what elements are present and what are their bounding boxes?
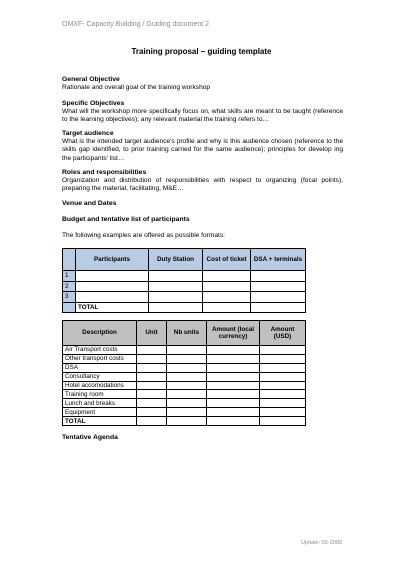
table-cell [260, 381, 306, 390]
table-cell [137, 399, 167, 408]
table-cell [137, 417, 167, 426]
budget-intro-text: The following examples are offered as possible formats: [62, 232, 225, 239]
table-cell [149, 281, 203, 292]
table-row [63, 408, 306, 417]
target-audience-section [62, 130, 343, 163]
table-row [63, 390, 306, 399]
table-row [63, 271, 306, 282]
table-cell [167, 408, 207, 417]
table-row [63, 372, 306, 381]
table-total-row [63, 417, 306, 426]
table-cell [167, 381, 207, 390]
target-audience-heading: Target audience [62, 130, 114, 137]
table-cell [63, 302, 76, 313]
table-cell [260, 390, 306, 399]
table-cell [167, 417, 207, 426]
budget-table-header-row [63, 321, 306, 346]
table-cell [149, 302, 203, 313]
table-cell: 3 [63, 292, 76, 303]
roles-heading: Roles and responsibilities [62, 169, 147, 176]
table-row [63, 381, 306, 390]
participants-header-cell: Participants [76, 249, 149, 271]
table-cell: 2 [63, 281, 76, 292]
table-row [63, 354, 306, 363]
venue-section [62, 200, 343, 208]
table-cell [251, 302, 306, 313]
table-cell [167, 354, 207, 363]
table-cell [137, 408, 167, 417]
update-date: Update: 02-2009 [301, 540, 342, 546]
table-cell [207, 408, 260, 417]
target-audience-text: What is the intended target audience's profile and why is this audience chosen (reference to the skills gap identified, to prior training carried for the same audience); principles for develop ing the participants' list… [62, 138, 343, 162]
roles-section [62, 169, 343, 194]
table-cell [207, 354, 260, 363]
table-cell [137, 354, 167, 363]
table-row [63, 292, 306, 303]
general-objective-text: Rationale and overall goal of the training workshop [62, 84, 211, 92]
table-cell [149, 271, 203, 282]
table-cell [207, 390, 260, 399]
specific-objectives-section [62, 100, 343, 125]
table-cell [260, 354, 306, 363]
participants-header-cell: Cost of ticket [203, 249, 251, 271]
budget-header-cell: Amount (USD) [260, 321, 306, 346]
table-cell: Consultancy [63, 372, 137, 381]
table-cell [207, 399, 260, 408]
table-cell [260, 399, 306, 408]
table-cell [167, 346, 207, 355]
table-cell [167, 390, 207, 399]
budget-section [62, 216, 343, 224]
table-cell [167, 363, 207, 372]
table-cell [167, 399, 207, 408]
table-row [63, 346, 306, 355]
table-cell [76, 281, 149, 292]
total-label: TOTAL [76, 302, 149, 313]
table-cell [203, 302, 251, 313]
table-cell [260, 363, 306, 372]
table-total-row [63, 302, 306, 313]
budget-header-cell: Nb units [167, 321, 207, 346]
table-cell [76, 271, 149, 282]
table-cell: DSA [63, 363, 137, 372]
table-cell [207, 346, 260, 355]
table-cell: Air Transport costs [63, 346, 137, 355]
table-cell [203, 271, 251, 282]
table-cell [149, 292, 203, 303]
table-cell [207, 381, 260, 390]
table-cell [137, 346, 167, 355]
table-cell [137, 372, 167, 381]
table-cell: 1 [63, 271, 76, 282]
table-cell [251, 292, 306, 303]
budget-header-cell: Amount (local currency) [207, 321, 260, 346]
participants-header-cell [63, 249, 76, 271]
table-cell [203, 281, 251, 292]
budget-table [62, 320, 306, 426]
table-cell [207, 363, 260, 372]
table-cell [203, 292, 251, 303]
budget-heading: Budget and tentative list of participants [62, 216, 190, 223]
participants-header-cell: Duty Station [149, 249, 203, 271]
participants-table [62, 248, 306, 313]
table-cell [137, 381, 167, 390]
document-header: OMXF- Capacity Building / Guiding document 2 [62, 21, 210, 28]
budget-intro [62, 232, 343, 240]
venue-heading: Venue and Dates [62, 200, 117, 207]
roles-text: Organization and distribution of responsibilities with respect to organizing (focal points), preparing the material, facilitating, M&E… [62, 177, 343, 193]
table-cell: Hotel accomodations [63, 381, 137, 390]
budget-header-cell: Description [63, 321, 137, 346]
participants-header-cell: DSA + terminals [251, 249, 306, 271]
table-cell: Training room [63, 390, 137, 399]
table-row [63, 281, 306, 292]
agenda-section [62, 434, 343, 442]
table-cell [76, 292, 149, 303]
table-cell [260, 408, 306, 417]
table-cell [260, 372, 306, 381]
table-cell [260, 417, 306, 426]
table-cell [137, 390, 167, 399]
general-objective-section [62, 76, 343, 92]
table-row [63, 399, 306, 408]
table-cell: Equipment [63, 408, 137, 417]
general-objective-heading: General Objective [62, 76, 120, 83]
table-cell [260, 346, 306, 355]
table-cell [207, 372, 260, 381]
table-cell: Lunch and breaks [63, 399, 137, 408]
participants-table-header-row [63, 249, 306, 271]
table-row [63, 363, 306, 372]
budget-header-cell: Unit [137, 321, 167, 346]
table-cell: Other transport costs [63, 354, 137, 363]
table-cell [167, 372, 207, 381]
specific-objectives-text: What will the workshop more specifically focus on, what skills are meant to be taught (reference to the learning objectives); any relevant material the training refers to… [62, 108, 343, 124]
table-cell [137, 363, 167, 372]
document-title: Training proposal – guiding template [131, 47, 272, 56]
table-cell [251, 271, 306, 282]
total-label: TOTAL [63, 417, 137, 426]
table-cell [207, 417, 260, 426]
agenda-heading: Tentative Agenda [62, 434, 118, 441]
specific-objectives-heading: Specific Objectives [62, 100, 125, 107]
table-cell [251, 281, 306, 292]
